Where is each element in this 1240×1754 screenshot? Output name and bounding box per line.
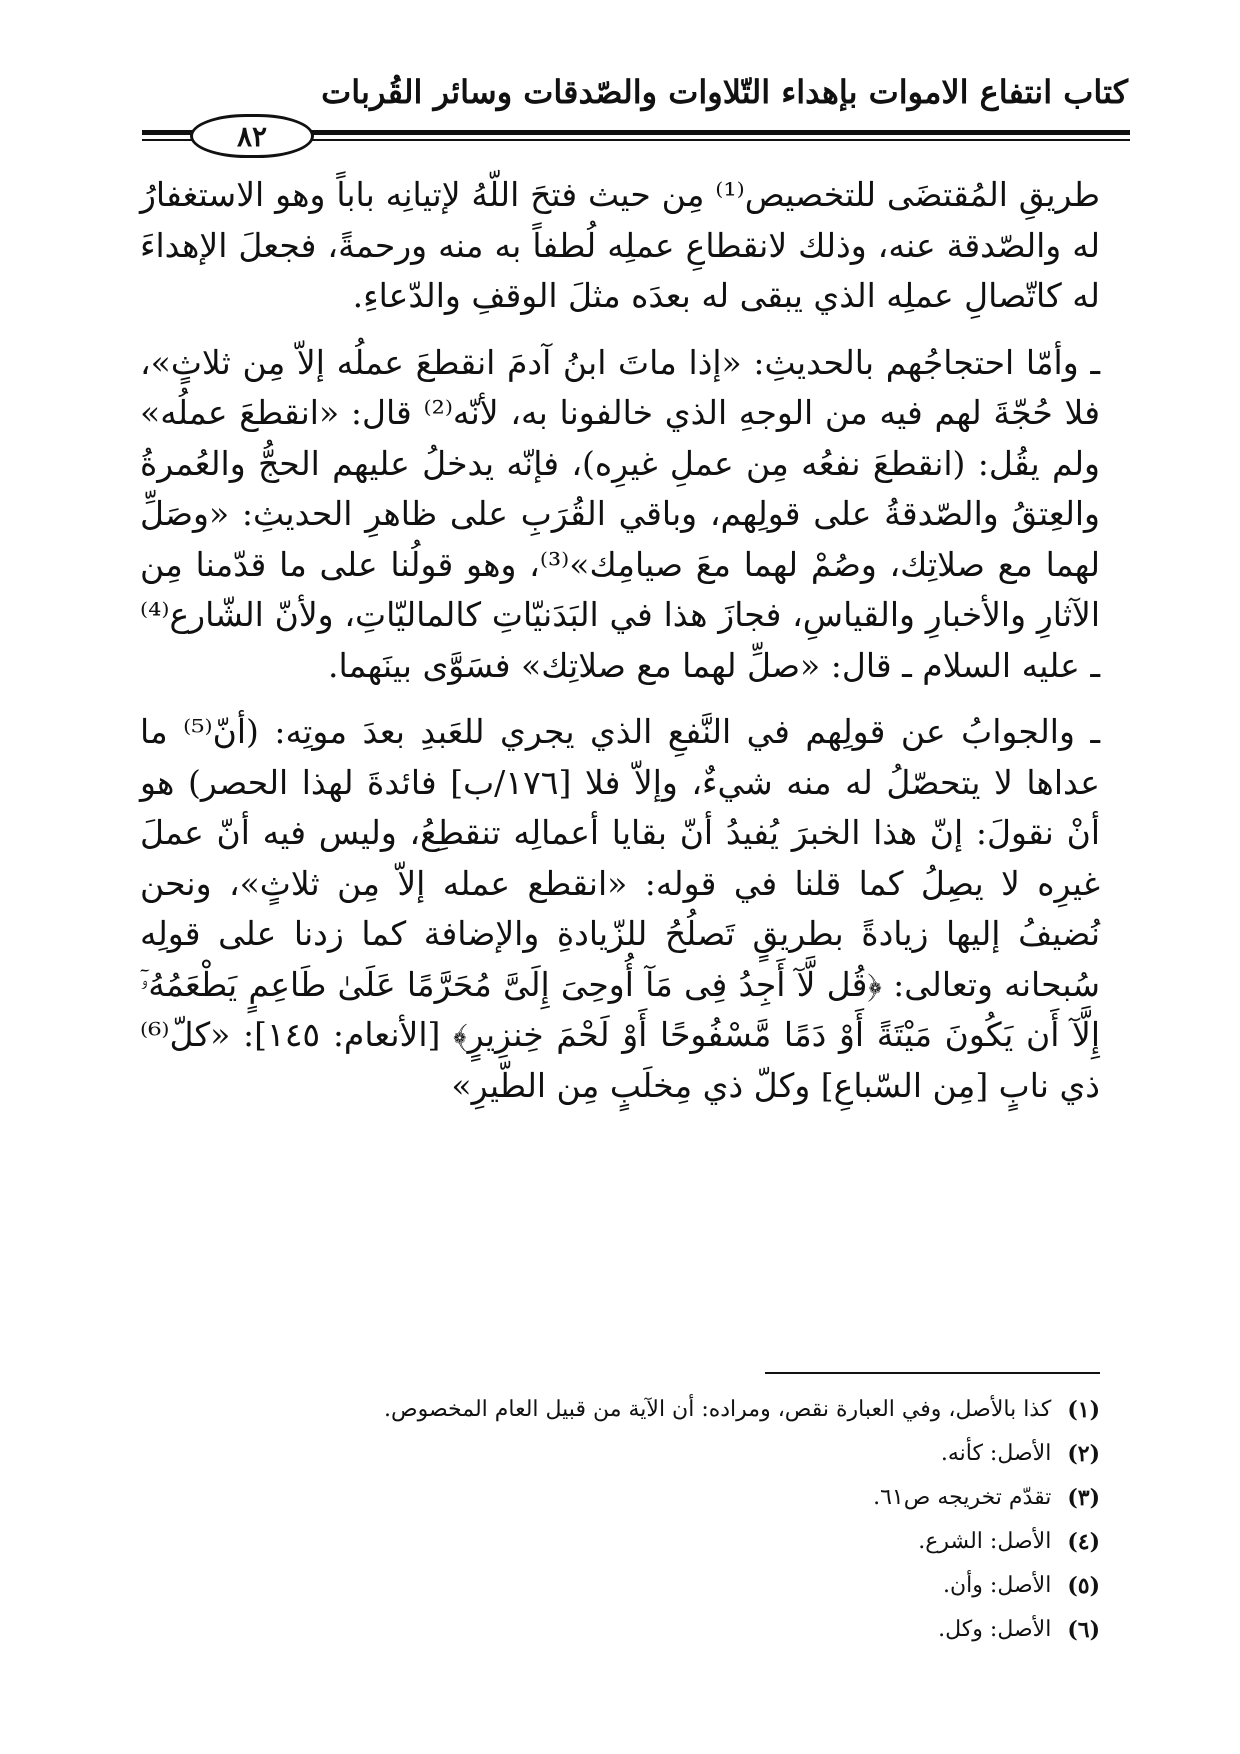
paragraph-3: ـ والجوابُ عن قولِهم في النَّفعِ الذي يجري للعَبدِ بعدَ موتِه: (أنّ⁽⁵⁾ ما عداها لا يتحصّلُ له منه شيءٌ، وإلاّ فلا [١٧٦/ب] فائدةَ لهذا الحصر) هو أنْ نقولَ: إنّ هذا الخبرَ يُفيدُ أنّ بقايا أعمالِه تنقطِعُ، وليس فيه أنّ عملَ غيرِه لا يصِلُ كما قلنا في قوله: «انقطع عمله إلاّ مِن ثلاثٍ»، ونحن نُضيفُ إليها زيادةً بطريقٍ تَصلُحُ للزّيادةِ والإضافة كما زدنا على قولِه سُبحانه وتعالى: ﴿قُل لَّآ أَجِدُ فِى مَآ أُوحِىَ إِلَىَّ مُحَرَّمًا عَلَىٰ طَاعِمٍ يَطْعَمُهُۥٓ إِلَّآ أَن يَكُونَ مَيْتَةً أَوْ دَمًا مَّسْفُوحًا أَوْ لَحْمَ خِنزِيرٍ﴾ [الأنعام: ١٤٥]: «كلّ⁽⁶⁾ ذي نابٍ [مِن السّباعِ] وكلّ ذي مِخلَبٍ مِن الطّيرِ» (140, 712, 1101, 1105)
footnote-number: (٤) (1067, 1529, 1100, 1555)
main-text (140, 170, 1100, 1127)
footnote-number: (٥) (1067, 1573, 1100, 1599)
footnote-text: الأصل: وكل. (938, 1617, 1052, 1642)
page-number: ٨٢ (190, 114, 314, 158)
footnotes (140, 1388, 1100, 1652)
footnote-number: (١) (1067, 1397, 1100, 1423)
footnote-text: كذا بالأصل، وفي العبارة نقص، ومراده: أن الآية من قبيل العام المخصوص. (384, 1397, 1052, 1422)
footnote-text: الأصل: الشرع. (918, 1529, 1052, 1554)
footnote-item (140, 1520, 1100, 1564)
footnote-number: (٢) (1067, 1441, 1100, 1467)
footnote-item (140, 1388, 1100, 1432)
footnote-text: الأصل: وأن. (943, 1573, 1052, 1598)
footnote-text: الأصل: كأنه. (940, 1441, 1052, 1466)
page-header-title: كتاب انتفاع الاموات بإهداء التّلاوات والصّدقات وسائر القُربات (321, 73, 1128, 111)
footnote-item (140, 1564, 1100, 1608)
footnote-number: (٦) (1067, 1617, 1100, 1643)
footnote-separator (765, 1372, 1100, 1374)
footnote-number: (٣) (1067, 1485, 1100, 1511)
footnote-item (140, 1432, 1100, 1476)
footnote-text: تقدّم تخريجه ص٦١. (873, 1485, 1052, 1510)
paragraph-1: طريقِ المُقتضَى للتخصيص⁽¹⁾ مِن حيث فتحَ اللّهُ لإتيانِه باباً وهو الاستغفارُ له والصّدقة عنه، وذلك لانقطاعِ عملِه لُطفاً به منه ورحمةً، فجعلَ الإهداءَ له كاتّصالِ عملِه الذي يبقى له بعدَه مثلَ الوقفِ والدّعاءِ. (140, 175, 1100, 315)
paragraph-2: ـ وأمّا احتجاجُهم بالحديثِ: «إذا ماتَ ابنُ آدمَ انقطعَ عملُه إلاّ مِن ثلاثٍ»، فلا حُجّةَ لهم فيه من الوجهِ الذي خالفونا به، لأنّه⁽²⁾ قال: «انقطعَ عملُه» ولم يقُل: (انقطعَ نفعُه مِن عملِ غيرِه)، فإنّه يدخلُ عليهم الحجُّ والعُمرةُ والعِتقُ والصّدقةُ على قولِهم، وباقي القُرَبِ على ظاهرِ الحديثِ: «وصَلِّ لهما مع صلاتِك، وصُمْ لهما معَ صيامِك»⁽³⁾، وهو قولُنا على ما قدّمنا مِن الآثارِ والأخبارِ والقياسِ، فجازَ هذا في البَدَنيّاتِ كالماليّاتِ، ولأنّ الشّارع⁽⁴⁾ ـ عليه السلام ـ قال: «صلِّ لهما مع صلاتِك» فسَوَّى بينَهما. (140, 342, 1101, 685)
footnote-item (140, 1476, 1100, 1520)
footnote-item (140, 1608, 1100, 1652)
